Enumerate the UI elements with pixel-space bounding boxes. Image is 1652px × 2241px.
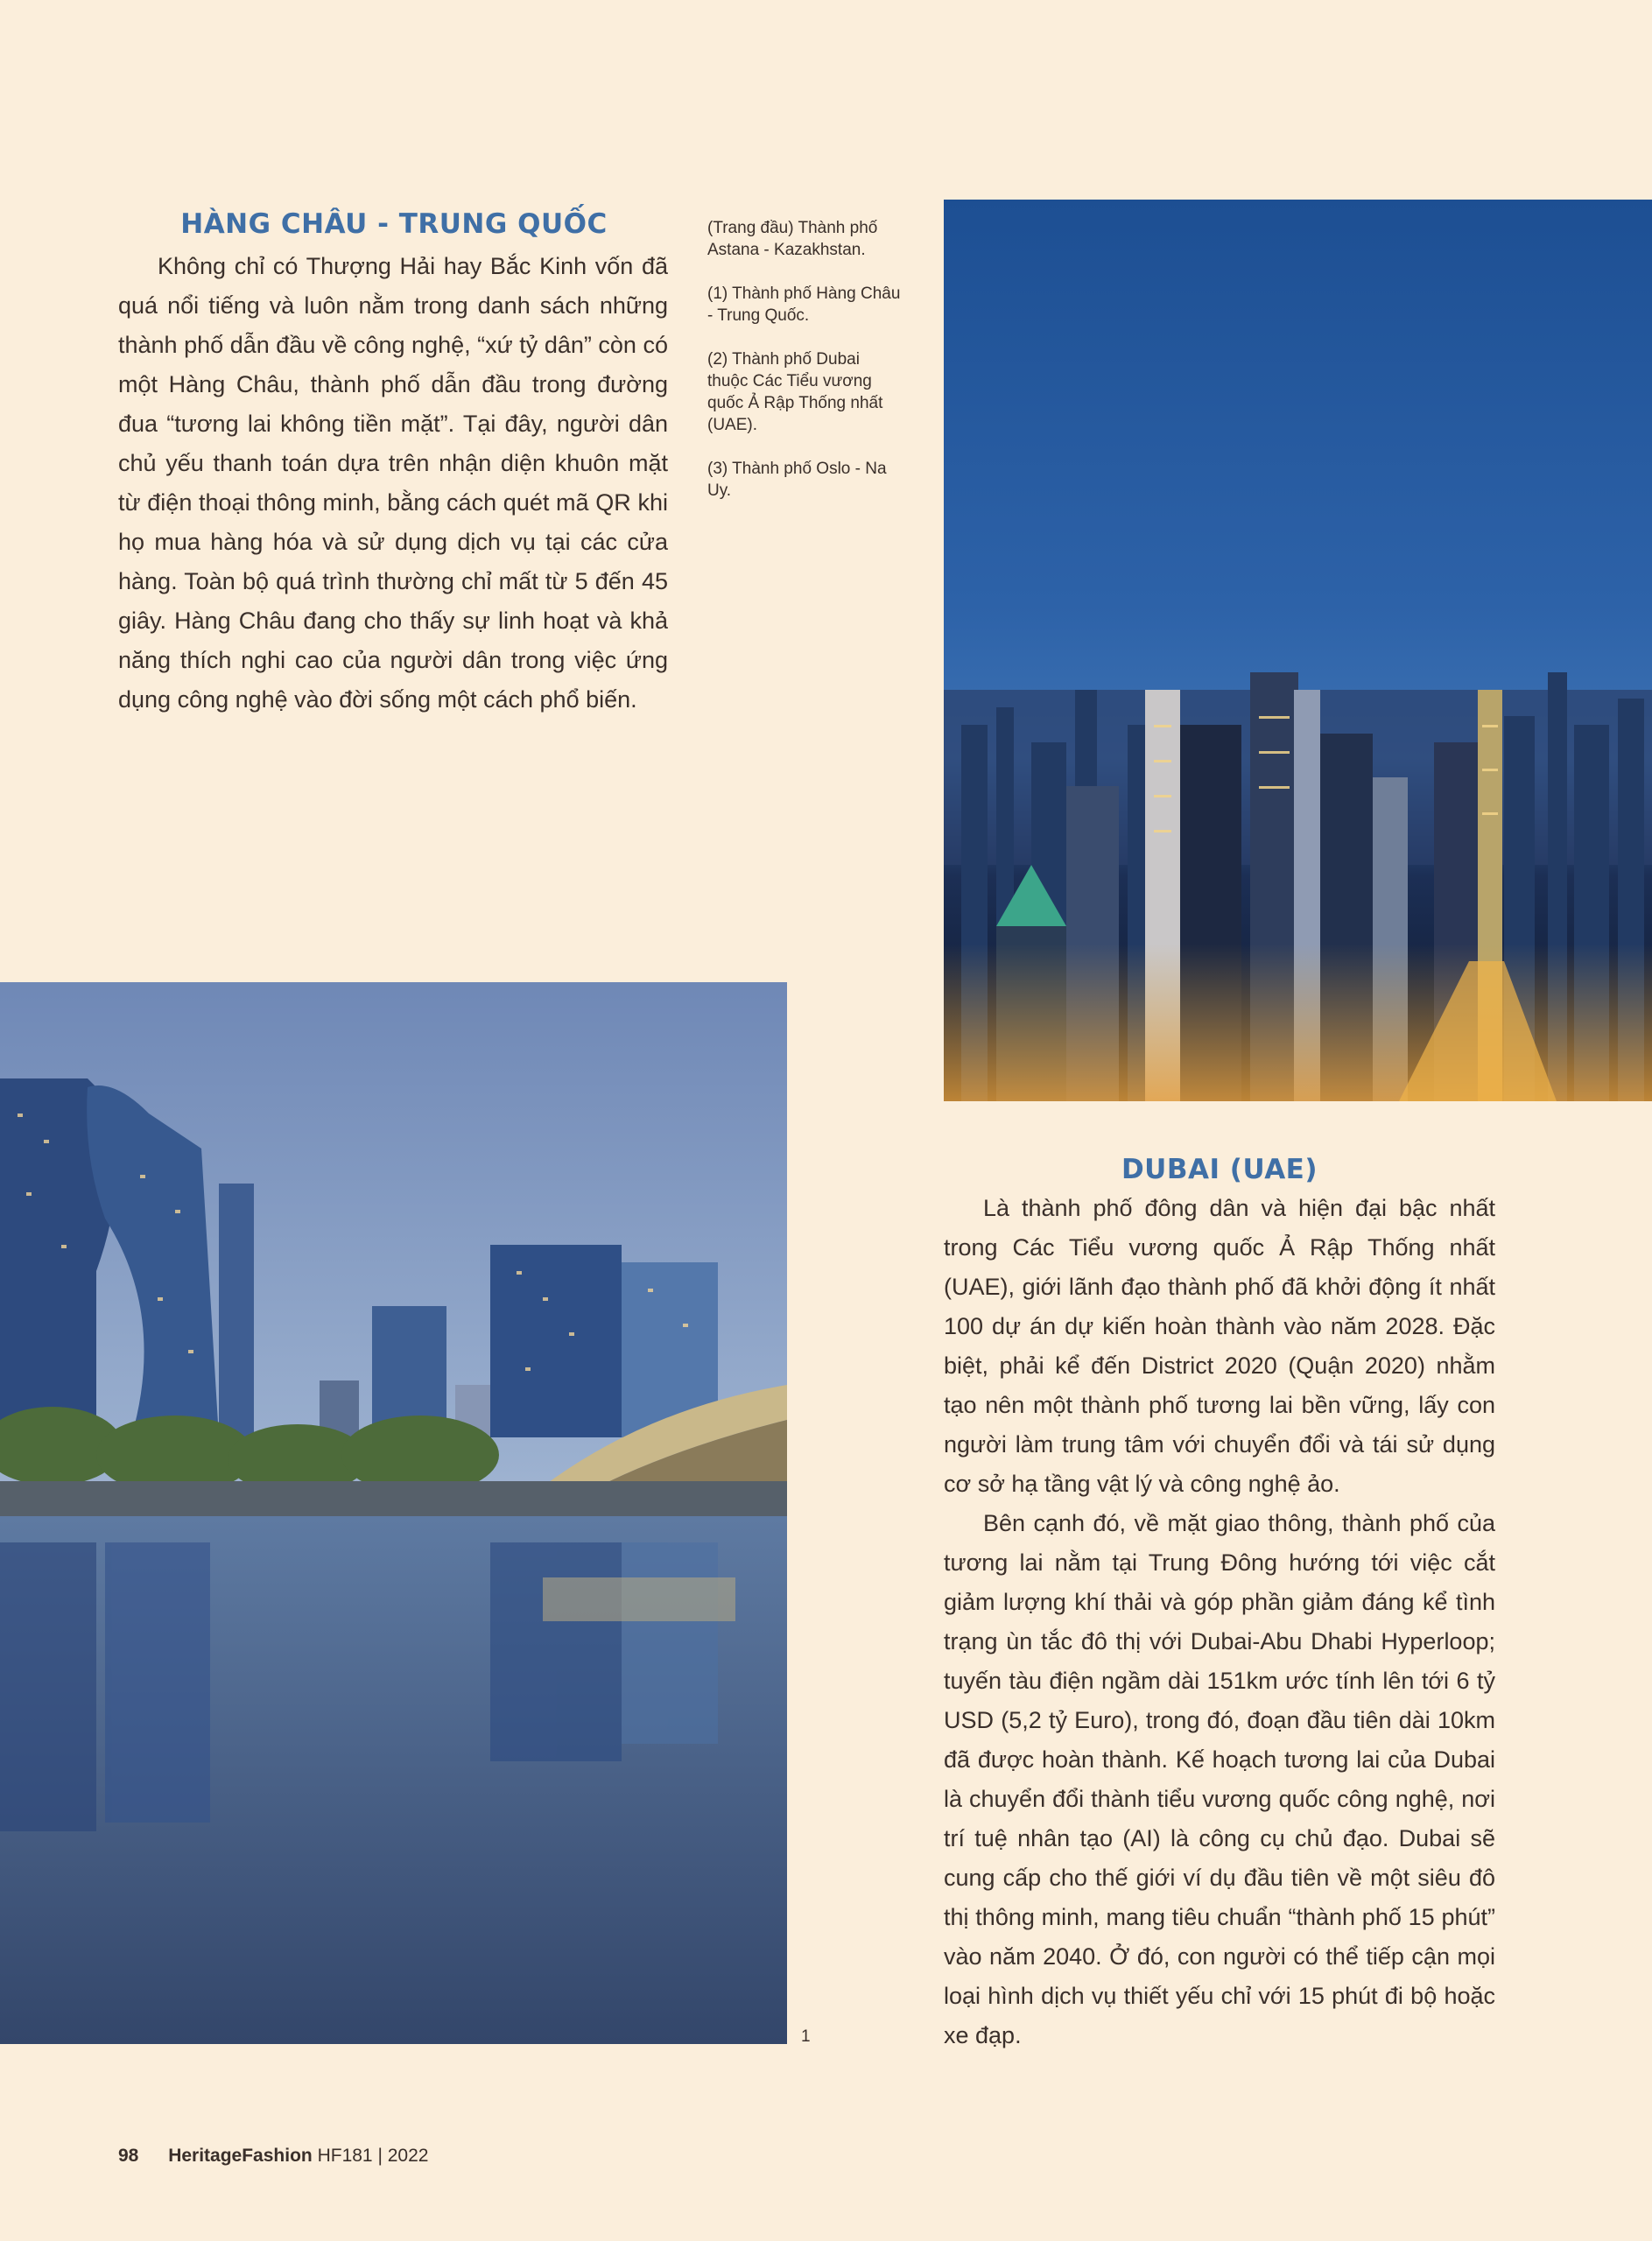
caption-3: (3) Thành phố Oslo - Na Uy. <box>707 460 887 500</box>
hangzhou-heading: HÀNG CHÂU - TRUNG QUỐC <box>180 208 608 240</box>
dubai-body <box>944 1189 1495 2055</box>
hangzhou-skyline-image <box>0 982 787 2044</box>
caption-1: (1) Thành phố Hàng Châu - Trung Quốc. <box>707 285 901 325</box>
hangzhou-paragraph-text: Không chỉ có Thượng Hải hay Bắc Kinh vốn đã quá nổi tiếng và luôn nằm trong danh sách những thành phố dẫn đầu về công nghệ, “xứ tỷ dân” còn có một Hàng Châu, thành phố dẫn đầu trong đường đua “tương lai không tiền mặt”. Tại đây, người dân chủ yếu thanh toán dựa trên nhận diện khuôn mặt từ điện thoại thông minh, bằng cách quét mã QR khi họ mua hàng hóa và sử dụng dịch vụ tại các cửa hàng. Toàn bộ quá trình thường chỉ mất từ 5 đến 45 giây. Hàng Châu đang cho thấy sự linh hoạt và khả năng thích nghi cao của người dân trong việc ứng dụng công nghệ vào đời sống một cách phổ biến. <box>118 253 668 713</box>
dubai-photo <box>944 200 1652 1101</box>
photo-captions <box>707 217 904 523</box>
dubai-paragraph-1: Là thành phố đông dân và hiện đại bậc nhất trong Các Tiểu vương quốc Ả Rập Thống nhất (UAE), giới lãnh đạo thành phố đã khởi động ít nhất 100 dự án dự kiến hoàn thành vào năm 2028. Đặc biệt, phải kể đến District 2020 (Quận 2020) nhằm tạo nên một thành phố tương lai bền vững, lấy con người làm trung tâm với chuyển đổi và tái sử dụng cơ sở hạ tầng vật lý và công nghệ ảo. <box>944 1195 1495 1497</box>
issue-info: HF181 | 2022 <box>312 2146 429 2166</box>
page-number: 98 <box>118 2146 139 2166</box>
caption-2: (2) Thành phố Dubai thuộc Các Tiểu vương quốc Ả Rập Thống nhất (UAE). <box>707 350 883 434</box>
hangzhou-paragraph <box>118 247 668 720</box>
caption-cover: (Trang đầu) Thành phố Astana - Kazakhstan. <box>707 219 878 259</box>
dubai-skyline-image <box>944 200 1652 1101</box>
photo-number: 1 <box>801 2027 811 2046</box>
page-footer <box>118 2146 428 2167</box>
magazine-name: HeritageFashion <box>168 2146 313 2166</box>
dubai-paragraph-2: Bên cạnh đó, về mặt giao thông, thành phố của tương lai nằm tại Trung Đông hướng tới việc cắt giảm lượng khí thải và góp phần giảm đáng kể tình trạng ùn tắc đô thị với Dubai-Abu Dhabi Hyperloop; tuyến tàu điện ngầm dài 151km ước tính lên tới 6 tỷ USD (5,2 tỷ Euro), trong đó, đoạn đầu tiên dài 10km đã được hoàn thành. Kế hoạch tương lai của Dubai là chuyển đổi thành tiểu vương quốc công nghệ, nơi trí tuệ nhân tạo (AI) là công cụ chủ đạo. Dubai sẽ cung cấp cho thế giới ví dụ đầu tiên về một siêu đô thị thông minh, mang tiêu chuẩn “thành phố 15 phút” vào năm 2040. Ở đó, con người có thể tiếp cận mọi loại hình dịch vụ thiết yếu chỉ với 15 phút đi bộ hoặc xe đạp. <box>944 1510 1495 2048</box>
hangzhou-photo <box>0 982 787 2044</box>
dubai-heading: DUBAI (UAE) <box>1121 1154 1318 1185</box>
